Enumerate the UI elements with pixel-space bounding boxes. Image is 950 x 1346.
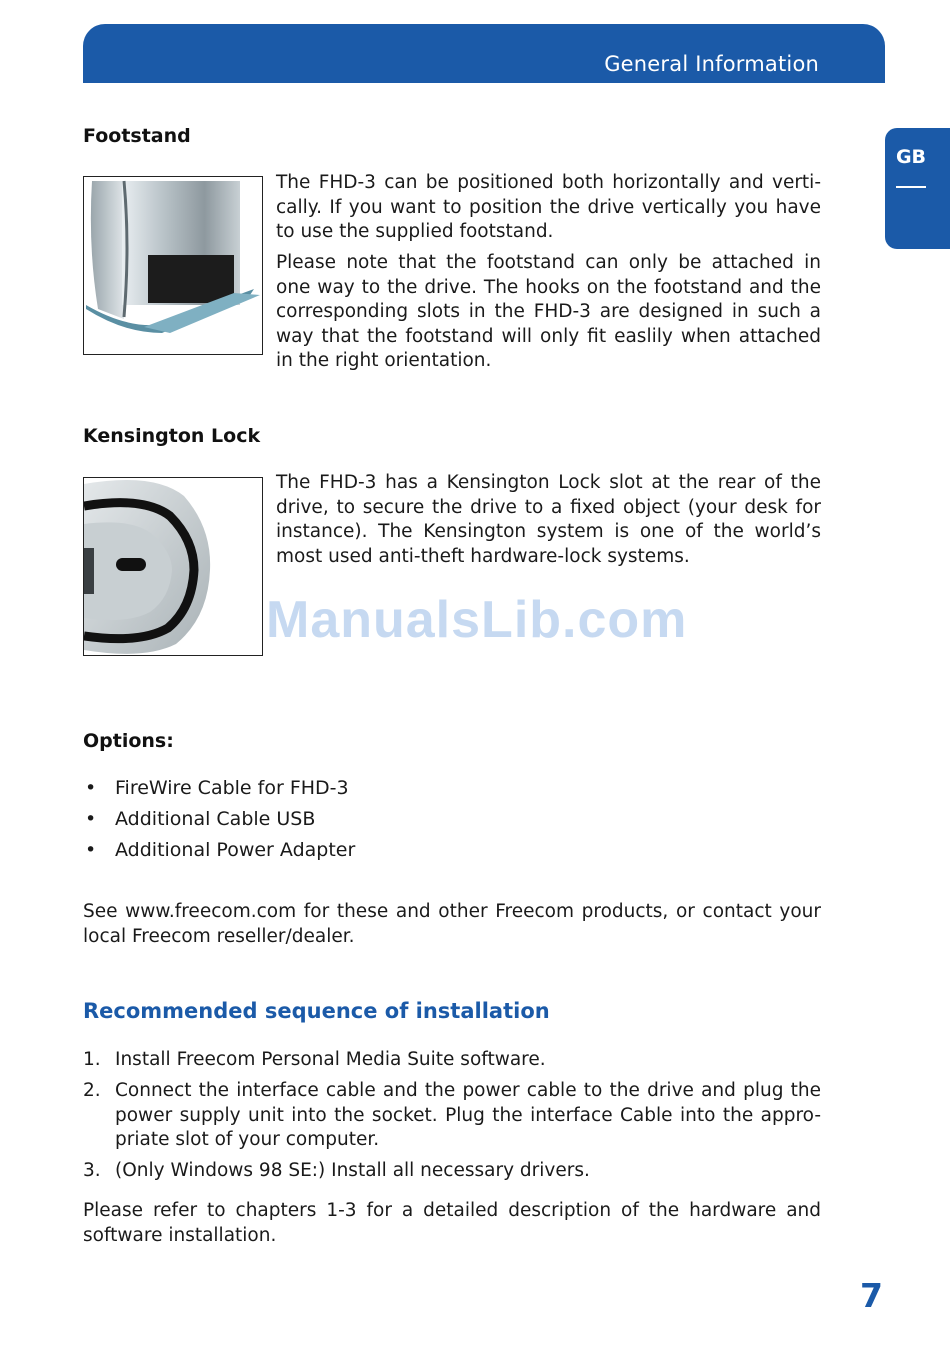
bullet: • bbox=[85, 777, 97, 799]
page-number: 7 bbox=[860, 1276, 883, 1315]
drive-footstand-illustration bbox=[84, 177, 262, 354]
installation-steps bbox=[83, 1048, 821, 1190]
option-text: Additional Power Adapter bbox=[115, 839, 356, 861]
header-bar bbox=[83, 24, 885, 83]
footstand-heading: Footstand bbox=[83, 125, 191, 147]
list-item bbox=[83, 1079, 821, 1153]
header-title: General Information bbox=[604, 52, 819, 76]
step-text: Connect the interface cable and the power cable to the drive and plug the power supply unit into the socket. Plug the interface Cable into the appro-priate slot of your computer. bbox=[115, 1080, 821, 1150]
kensington-lock-illustration bbox=[84, 478, 262, 655]
option-text: FireWire Cable for FHD-3 bbox=[115, 777, 349, 799]
list-item bbox=[83, 1159, 821, 1184]
step-number: 3. bbox=[83, 1160, 101, 1181]
step-number: 2. bbox=[83, 1080, 101, 1101]
option-text: Additional Cable USB bbox=[115, 808, 316, 830]
options-note: See www.freecom.com for these and other Freecom products, or contact your local Freecom reseller/dealer. bbox=[83, 901, 821, 947]
kensington-paragraph: The FHD-3 has a Kensington Lock slot at the rear of the drive, to secure the drive to a fixed object (your desk for instance). The Kensington system is one of the world’s most used anti-theft hardware-lock systems. bbox=[276, 472, 821, 567]
bullet: • bbox=[85, 839, 97, 861]
installation-note: Please refer to chapters 1-3 for a detailed description of the hardware and software installation. bbox=[83, 1200, 821, 1246]
language-tab-label: GB bbox=[895, 146, 927, 168]
step-text: Install Freecom Personal Media Suite software. bbox=[115, 1049, 546, 1070]
footstand-paragraph-1: The FHD-3 can be positioned both horizontally and verti-cally. If you want to position the drive vertically you have to use the supplied footstand. bbox=[276, 172, 821, 242]
bullet: • bbox=[85, 808, 97, 830]
kensington-image bbox=[83, 477, 263, 656]
step-number: 1. bbox=[83, 1049, 101, 1070]
footstand-paragraph-2: Please note that the footstand can only be attached in one way to the drive. The hooks on the footstand and the corresponding slots in the FHD-3 are designed in such a way that the footstand will only fit easlily when attached in the right orientation. bbox=[276, 252, 821, 371]
list-item bbox=[83, 1048, 821, 1073]
kensington-heading: Kensington Lock bbox=[83, 425, 261, 447]
language-tab bbox=[885, 128, 950, 249]
watermark: ManualsLib.com bbox=[266, 591, 688, 649]
footstand-image bbox=[83, 176, 263, 355]
step-text: (Only Windows 98 SE:) Install all necessary drivers. bbox=[115, 1160, 590, 1181]
options-heading: Options: bbox=[83, 730, 174, 752]
language-tab-underline bbox=[896, 186, 926, 188]
installation-heading: Recommended sequence of installation bbox=[83, 999, 550, 1023]
